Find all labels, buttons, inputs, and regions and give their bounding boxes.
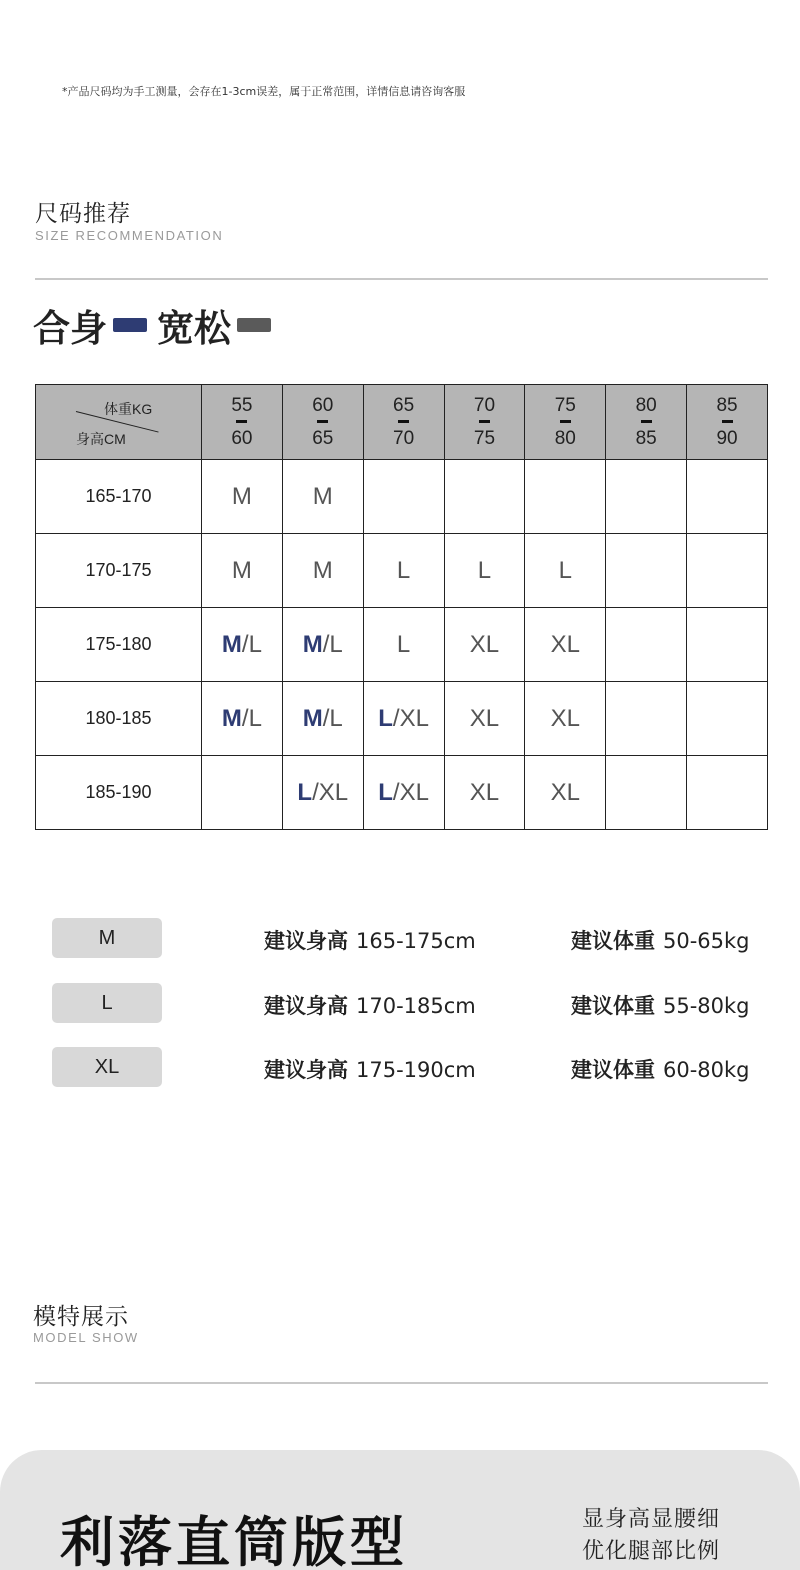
size-table [35, 384, 768, 830]
range-dash [479, 420, 490, 423]
recommended-size: L [378, 778, 393, 806]
size-section-subtitle: SIZE RECOMMENDATION [35, 228, 224, 243]
size-value: M [231, 556, 252, 584]
weight-range-end: 65 [312, 428, 334, 449]
size-cell [606, 756, 687, 830]
size-cell [282, 608, 363, 682]
size-section-title: 尺码推荐 [35, 201, 131, 227]
weight-range-end: 75 [473, 428, 496, 449]
divider [35, 1382, 768, 1384]
weight-range-start: 75 [554, 395, 576, 416]
table-corner-cell [36, 385, 202, 460]
size-badge: L [52, 983, 162, 1023]
recommended-size: M [221, 630, 242, 658]
height-axis-label: 身高CM [76, 431, 126, 447]
suggested-weight-value: 50-65kg [663, 929, 750, 953]
size-value: L [396, 556, 411, 584]
size-value: M [312, 482, 333, 510]
recommended-size: M [302, 630, 323, 658]
banner-line-2: 优化腿部比例 [582, 1539, 721, 1564]
height-range-cell: 180-185 [36, 682, 202, 756]
size-cell [363, 608, 444, 682]
size-cell [282, 460, 363, 534]
size-cell [444, 682, 525, 756]
size-cell [282, 534, 363, 608]
range-dash [722, 420, 733, 423]
range-dash [317, 420, 328, 423]
size-value: XL [550, 778, 580, 806]
table-row [36, 756, 768, 830]
suggested-height-value: 165-175cm [356, 929, 476, 953]
weight-column-header [282, 385, 363, 460]
weight-range-start: 85 [716, 395, 738, 416]
divider [35, 278, 768, 280]
size-cell [202, 608, 283, 682]
weight-range-start: 65 [393, 395, 415, 416]
fit-fitted-swatch [113, 318, 147, 332]
size-cell [202, 756, 283, 830]
size-value: XL [469, 704, 500, 732]
weight-column-header [444, 385, 525, 460]
size-cell [444, 460, 525, 534]
size-cell [687, 460, 768, 534]
fit-legend [33, 300, 281, 350]
suggested-weight-label: 建议体重 [571, 929, 655, 953]
model-section-subtitle: MODEL SHOW [33, 1330, 139, 1345]
size-cell [444, 756, 525, 830]
weight-range-end: 60 [231, 428, 253, 449]
suggested-weight [571, 1054, 750, 1084]
recommended-size: L [378, 704, 393, 732]
size-value: /XL [392, 704, 429, 732]
size-cell [444, 608, 525, 682]
range-dash [560, 420, 571, 423]
weight-range-start: 70 [473, 395, 496, 416]
size-cell [687, 682, 768, 756]
suggested-height-value: 170-185cm [356, 994, 476, 1018]
suggested-weight-label: 建议体重 [571, 994, 655, 1018]
size-guide-row [52, 1047, 762, 1087]
size-cell [282, 756, 363, 830]
weight-range [445, 396, 525, 448]
weight-column-header [525, 385, 606, 460]
weight-column-header [687, 385, 768, 460]
size-cell [363, 534, 444, 608]
size-cell [363, 460, 444, 534]
suggested-height [264, 925, 476, 955]
recommended-size: L [297, 778, 313, 806]
suggested-weight-label: 建议体重 [571, 1058, 655, 1082]
size-cell [606, 534, 687, 608]
size-value: L [558, 556, 572, 584]
weight-range-end: 70 [393, 428, 415, 449]
height-range-cell: 165-170 [36, 460, 202, 534]
weight-range-start: 60 [312, 395, 334, 416]
fit-fitted-label: 合身 [33, 307, 107, 350]
size-value: XL [469, 778, 500, 806]
height-range-cell: 170-175 [36, 534, 202, 608]
size-cell [525, 682, 606, 756]
suggested-weight [571, 925, 750, 955]
recommended-size: M [302, 704, 323, 732]
suggested-height-label: 建议身高 [264, 929, 348, 953]
size-cell [687, 608, 768, 682]
size-cell [687, 534, 768, 608]
weight-column-header [363, 385, 444, 460]
suggested-height-label: 建议身高 [264, 1058, 348, 1082]
size-cell [525, 608, 606, 682]
weight-range-end: 85 [635, 428, 657, 449]
suggested-weight [571, 990, 750, 1020]
weight-axis-label: 体重KG [104, 401, 153, 417]
range-dash [236, 420, 247, 423]
range-dash [641, 420, 652, 423]
feature-banner [0, 1450, 800, 1570]
size-cell [202, 460, 283, 534]
size-value: M [231, 482, 252, 510]
weight-range-start: 55 [231, 395, 253, 416]
weight-range [364, 396, 444, 448]
size-value: /XL [312, 778, 349, 806]
size-cell [282, 682, 363, 756]
size-value: M [312, 556, 333, 584]
suggested-height-value: 175-190cm [356, 1058, 476, 1082]
suggested-height-label: 建议身高 [264, 994, 348, 1018]
size-guide-row [52, 983, 762, 1023]
size-cell [606, 460, 687, 534]
table-row [36, 460, 768, 534]
size-value: XL [550, 630, 580, 658]
weight-range [202, 396, 282, 448]
banner-title: 利落直筒版型 [60, 1511, 408, 1570]
size-cell [687, 756, 768, 830]
size-value: /L [241, 704, 262, 732]
banner-line-1: 显身高显腰细 [582, 1507, 721, 1532]
suggested-height [264, 990, 476, 1020]
size-value: XL [469, 630, 500, 658]
size-cell [444, 534, 525, 608]
size-cell [525, 756, 606, 830]
height-range-cell: 175-180 [36, 608, 202, 682]
size-cell [525, 534, 606, 608]
table-row [36, 682, 768, 756]
size-value: /L [322, 704, 343, 732]
size-guide-row [52, 918, 762, 958]
table-row [36, 534, 768, 608]
size-cell [525, 460, 606, 534]
size-badge: M [52, 918, 162, 958]
range-dash [398, 420, 409, 423]
suggested-weight-value: 55-80kg [663, 994, 750, 1018]
size-value: /L [241, 630, 262, 658]
model-section-title: 模特展示 [33, 1304, 129, 1330]
fit-loose-label: 宽松 [157, 307, 231, 350]
weight-range [606, 396, 686, 448]
recommended-size: M [221, 704, 242, 732]
table-header-row [36, 385, 768, 460]
size-value: L [477, 556, 492, 584]
size-badge: XL [52, 1047, 162, 1087]
weight-range [525, 396, 605, 448]
table-row [36, 608, 768, 682]
size-cell [606, 608, 687, 682]
suggested-height [264, 1054, 476, 1084]
measurement-note: *产品尺码均为手工测量，会存在1-3cm误差，属于正常范围，详情信息请咨询客服 [62, 85, 466, 98]
size-cell [202, 682, 283, 756]
weight-range [687, 396, 767, 448]
size-value: L [396, 630, 411, 658]
weight-range-end: 80 [554, 428, 576, 449]
size-value: /L [322, 630, 343, 658]
weight-range [283, 396, 363, 448]
weight-column-header [606, 385, 687, 460]
size-value: /XL [392, 778, 429, 806]
weight-range-end: 90 [716, 428, 738, 449]
suggested-weight-value: 60-80kg [663, 1058, 750, 1082]
weight-column-header [202, 385, 283, 460]
size-cell [363, 682, 444, 756]
size-cell [202, 534, 283, 608]
size-cell [606, 682, 687, 756]
fit-loose-swatch [237, 318, 271, 332]
height-range-cell: 185-190 [36, 756, 202, 830]
size-cell [363, 756, 444, 830]
weight-range-start: 80 [635, 395, 657, 416]
size-value: XL [550, 704, 580, 732]
